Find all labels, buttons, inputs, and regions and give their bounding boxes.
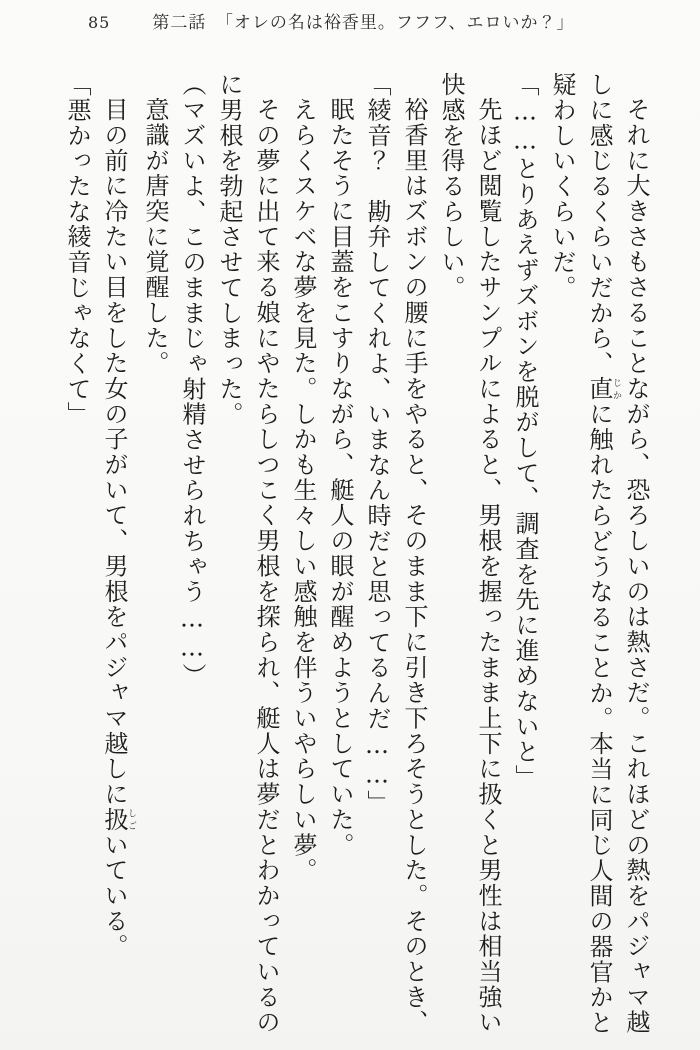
paragraph: それに大きさもさることながら、恐ろしいのは熱さだ。これほどの熱をパジャマ越しに感じるくらいだから、直じかに触れたらどうなることか。本当に同じ人間の器官かと疑わしいくらいだ。 — [548, 72, 650, 1036]
ruby-annotated-kanji: 直じか — [585, 376, 621, 402]
text-body — [58, 72, 654, 1044]
page-header — [88, 8, 575, 33]
paragraph: その夢に出て来る娘にやたらしつこく男根を探られ、艇人は夢だとわかっているのに男根を勃起させてしまった。 — [215, 72, 280, 1035]
paragraph: 「……とりあえずズボンを脱がして、調査を先に進めないと」 — [511, 72, 539, 790]
ruby-annotated-kanji: 扱しご — [100, 806, 136, 833]
paragraph: 先ほど閲覧したサンプルによると、男根を握ったまま上下に扱くと男性は相当強い快感を得るらしい。 — [437, 72, 502, 1035]
chapter-title: 第二話 「オレの名は裕香里。フフフ、エロいか？」 — [152, 13, 575, 33]
paragraph: えらくスケベな夢を見た。しかも生々しい感触を伴ういやらしい夢。 — [289, 97, 317, 883]
page-number: 85 — [88, 13, 111, 32]
paragraph: 意識が唐突に覚醒した。 — [141, 97, 169, 376]
paragraph: （マズいよ、このままじゃ射精させられちゃう……） — [178, 72, 206, 689]
paragraph: 「綾音？ 勘弁してくれよ、いまなん時だと思ってるんだ……」 — [363, 72, 391, 816]
paragraph: 「悪かったな綾音じゃなくて」 — [63, 72, 91, 427]
paragraph: 目の前に冷たい目をした女の子がいて、男根をパジャマ越しに扱しごいている。 — [100, 97, 136, 959]
paragraph: 眠たそうに目蓋をこすりながら、艇人の眼が醒めようとしていた。 — [326, 97, 354, 858]
paragraph: 裕香里はズボンの腰に手をやると、そのまま下に引き下ろそうとした。そのとき、 — [400, 97, 428, 1035]
